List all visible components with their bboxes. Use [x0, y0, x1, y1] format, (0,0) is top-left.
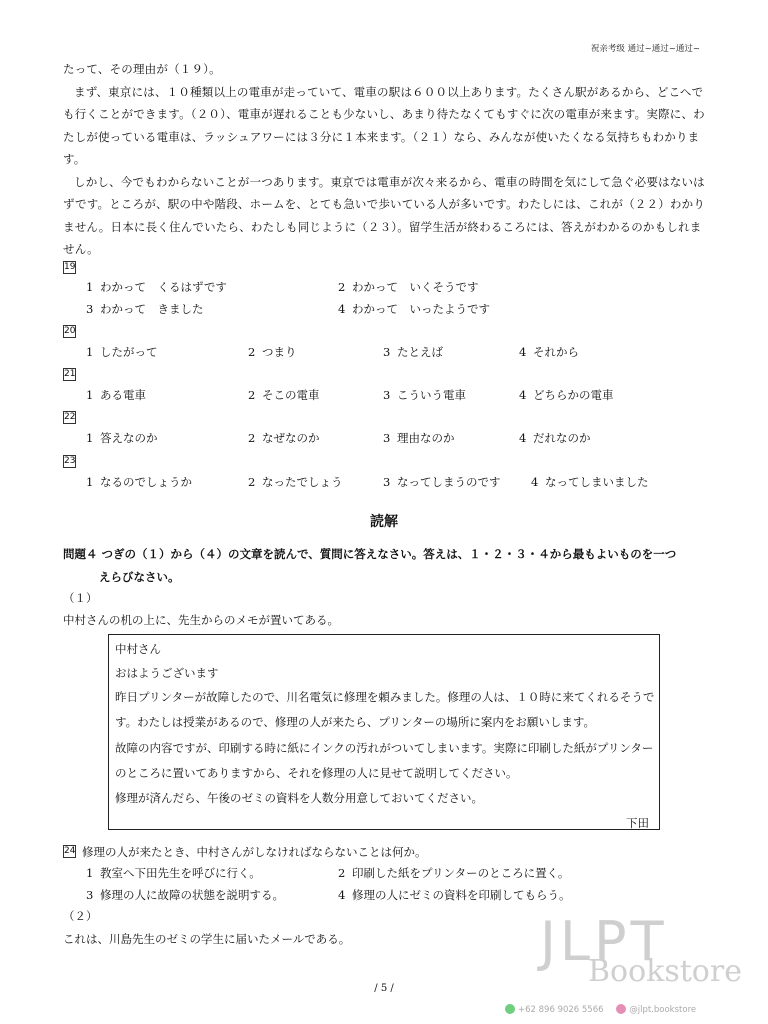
question-number-21: 21 — [64, 369, 76, 379]
q23-option-4[interactable]: 4 なってしまいました — [531, 475, 649, 489]
memo-line-1: 中村さん — [115, 642, 161, 656]
memo-signature: 下田 — [626, 816, 649, 830]
q19-option-4[interactable]: 4 わかって いったようです — [338, 302, 490, 316]
section-title: 読解 — [370, 514, 398, 530]
part-1-label: （１） — [63, 591, 98, 605]
watermark-phone: +62 896 9026 5566 — [518, 1005, 604, 1015]
q19-option-3[interactable]: 3 わかって きました — [86, 302, 204, 316]
q21-option-4[interactable]: 4 どちらかの電車 — [519, 388, 614, 402]
instruction — [63, 543, 713, 589]
q23-option-3[interactable]: 3 なってしまうのです — [383, 475, 501, 489]
q24-option-3[interactable]: 3 修理の人に故障の状態を説明する。 — [86, 888, 284, 902]
part-1-intro: 中村さんの机の上に、先生からのメモが置いてある。 — [63, 613, 339, 627]
passage-line-1: たって、その理由が（１９）。 — [63, 62, 221, 76]
q19-option-2[interactable]: 2 わかって いくそうです — [338, 280, 479, 294]
q21-option-1[interactable]: 1 ある電車 — [86, 388, 146, 402]
q21-option-3[interactable]: 3 こういう電車 — [383, 388, 466, 402]
q24-question-text: 修理の人が来たとき、中村さんがしなければならないことは何か。 — [82, 845, 427, 859]
q20-option-2[interactable]: 2 つまり — [248, 345, 297, 359]
memo-line-5: 故障の内容ですが、印刷する時に紙にインクの汚れがついてしまいます。実際に印刷した紙がプリンター — [115, 741, 654, 755]
q20-option-4[interactable]: 4 それから — [519, 345, 579, 359]
watermark-sub-text: Bookstore — [588, 954, 742, 989]
memo-line-2: おはようございます — [115, 666, 219, 680]
q24-option-2[interactable]: 2 印刷した紙をプリンターのところに置く。 — [338, 866, 570, 880]
question-number-24: 24 — [64, 846, 76, 856]
q22-option-3[interactable]: 3 理由なのか — [383, 431, 455, 445]
question-number-22: 22 — [64, 412, 76, 422]
whatsapp-icon — [505, 1004, 515, 1014]
watermark-handle: @jlpt.bookstore — [629, 1005, 697, 1015]
q19-option-1[interactable]: 1 わかって くるはずです — [86, 280, 227, 294]
watermark-logo — [540, 910, 740, 990]
q23-option-2[interactable]: 2 なったでしょう — [248, 475, 343, 489]
memo-line-3: 昨日プリンターが故障したので、川名電気に修理を頼みました。修理の人は、１０時に来てくれるそうで — [115, 690, 655, 704]
q22-option-4[interactable]: 4 だれなのか — [519, 431, 591, 445]
question-number-19: 19 — [64, 262, 76, 272]
passage-paragraph-3: しかし、今でもわからないことが一つあります。東京では電車が次々来るから、電車の時間を気にして急ぐ必要はないはずです。ところが、駅の中や階段、ホームを、とても急いで歩いている人が多いです。わたしには、これが（２２）わかりません。日本に長く住んでいたら、わたしも同じように（２３）。留学生活が終わるころには、答えがわかるのかもしれません。 — [63, 174, 705, 256]
q21-option-2[interactable]: 2 そこの電車 — [248, 388, 320, 402]
passage-paragraph-2: まず、東京には、１０種類以上の電車が走っていて、電車の駅は６００以上あります。たくさん駅があるから、どこへでも行くことができます。（２０）、電車が遅れることも少ないし、あまり待たなくてもすぐに次の電車が来ます。実際に、わたしが使っている電車は、ラッシュアワーには３分に１本来ます。（２１）なら、みんなが使いたくなる気持ちもわかります。 — [63, 84, 705, 166]
instruction-line-1: 問題４ つぎの（１）から（４）の文章を読んで、質問に答えなさい。答えは、１・２・３・４から最もよいものを一つ — [63, 547, 677, 561]
q24-option-4[interactable]: 4 修理の人にゼミの資料を印刷してもらう。 — [338, 888, 571, 902]
watermark-contact — [505, 1004, 696, 1015]
page-number: / 5 / — [374, 983, 394, 994]
passage-text — [63, 58, 709, 261]
part-2-label: （２） — [63, 909, 98, 923]
page-header: 祝亲考级 通过~通过~通过~ — [590, 44, 700, 54]
q24-option-1[interactable]: 1 教室へ下田先生を呼びに行く。 — [86, 866, 261, 880]
memo-box — [108, 634, 660, 830]
question-number-20: 20 — [64, 326, 76, 336]
q20-option-3[interactable]: 3 たとえば — [383, 345, 443, 359]
part-2-intro: これは、川島先生のゼミの学生に届いたメールである。 — [63, 932, 351, 946]
watermark-logo-text: JLPT — [540, 910, 668, 973]
q22-option-1[interactable]: 1 答えなのか — [86, 431, 158, 445]
memo-line-4: す。わたしは授業があるので、修理の人が来たら、プリンターの場所に案内をお願いします。 — [115, 715, 596, 729]
q20-option-1[interactable]: 1 したがって — [86, 345, 158, 359]
q22-option-2[interactable]: 2 なぜなのか — [248, 431, 320, 445]
instagram-icon — [616, 1004, 626, 1014]
instruction-line-2: えらびなさい。 — [99, 570, 180, 584]
memo-line-7: 修理が済んだら、午後のゼミの資料を人数分用意しておいてください。 — [115, 791, 483, 805]
question-number-23: 23 — [64, 456, 76, 466]
memo-line-6: のところに置いてありますから、それを修理の人に見せて説明してください。 — [115, 766, 518, 780]
q23-option-1[interactable]: 1 なるのでしょうか — [86, 475, 192, 489]
